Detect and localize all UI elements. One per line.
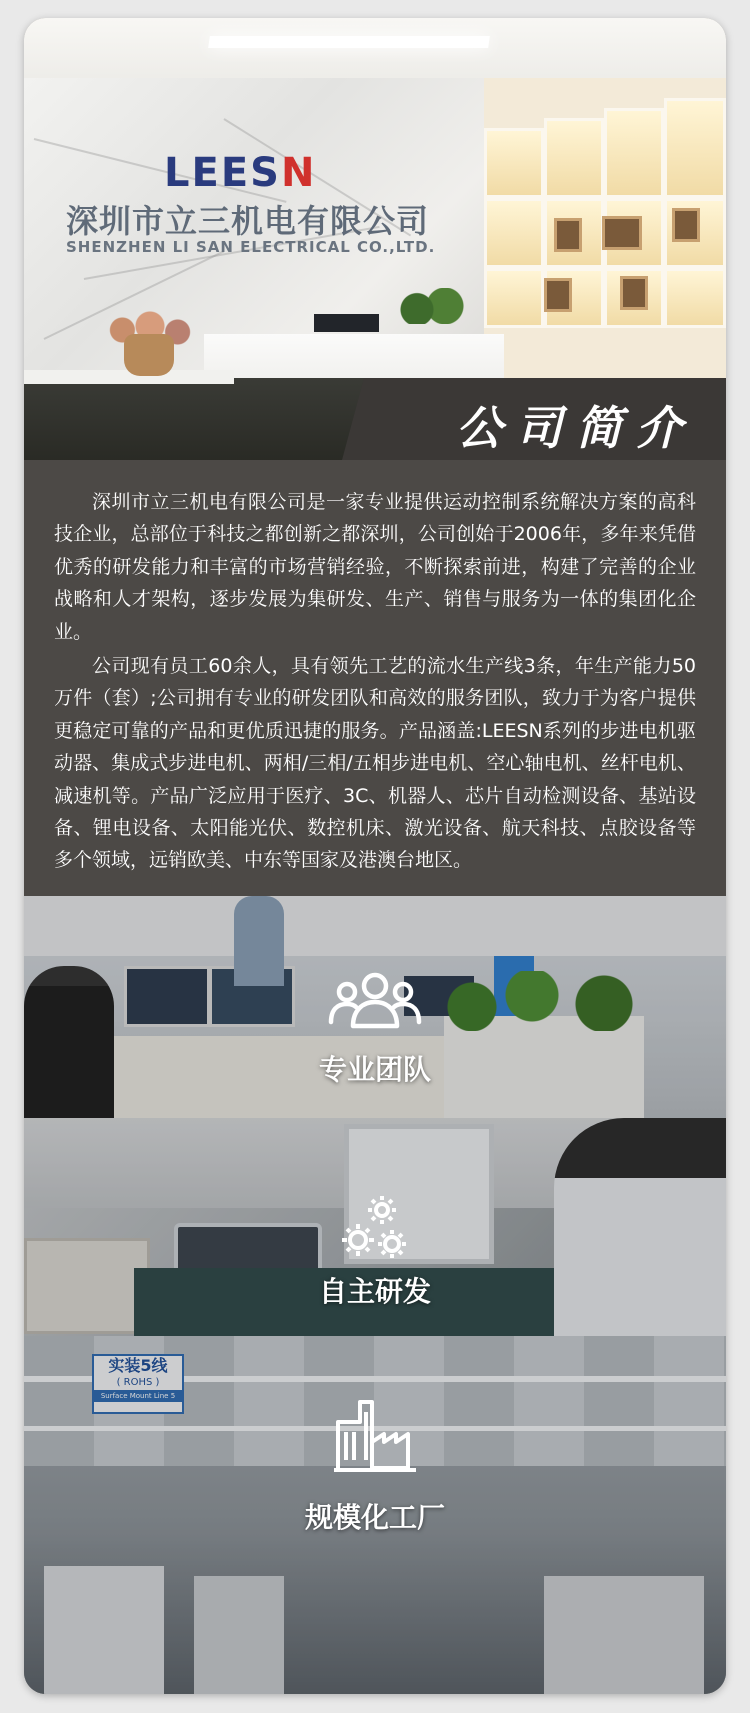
green-plant — [396, 288, 466, 324]
company-intro-panel — [24, 460, 726, 904]
factory-icon — [332, 1396, 418, 1474]
shelf-cell — [484, 198, 544, 268]
gears-icon — [338, 1194, 412, 1264]
desk-monitor — [314, 314, 379, 332]
company-profile-card — [24, 18, 726, 1694]
rd-section — [24, 1118, 726, 1336]
certificate-frame — [602, 216, 642, 250]
certificate-frame — [672, 208, 700, 242]
shelf-cell — [484, 268, 544, 328]
shelf-cell — [664, 98, 726, 198]
flower-pot — [124, 334, 174, 376]
brand-logo: LEESN — [164, 150, 317, 196]
feature-label-rd: 自主研发 — [318, 1275, 431, 1308]
team-icon — [327, 968, 423, 1034]
reception-photo — [24, 18, 726, 488]
brand-logo-accent: N — [280, 150, 317, 196]
shelf-cell — [604, 108, 664, 198]
company-name-en: SHENZHEN LI SAN ELECTRICAL CO.,LTD. — [66, 238, 436, 256]
ceiling-light — [208, 36, 490, 48]
shelf-cell — [544, 118, 604, 198]
line-sign-en: Surface Mount Line 5 — [94, 1390, 182, 1402]
company-name-cn: 深圳市立三机电有限公司 — [66, 202, 430, 240]
factory-section — [24, 1336, 726, 1694]
section-title: 公司简介 — [456, 401, 696, 455]
feature-label-factory: 规模化工厂 — [304, 1501, 445, 1534]
intro-paragraph-1: 深圳市立三机电有限公司是一家专业提供运动控制系统解决方案的高科技企业，总部位于科技之都创新之都深圳，公司创始于2006年，多年来凭借优秀的研发能力和丰富的市场营销经验，不断探索前进，构建了完善的企业战略和人才架构，逐步发展为集研发、生产、销售与服务为一体的集团化企业。 — [54, 491, 696, 643]
team-section — [24, 896, 726, 1118]
shelf-cell — [484, 128, 544, 198]
line-sign-rohs: ( ROHS ) — [116, 1377, 160, 1388]
certificate-frame — [554, 218, 582, 252]
section-title-band — [364, 378, 726, 460]
shelf-cell — [664, 268, 726, 328]
certificate-frame — [620, 276, 648, 310]
feature-label-team: 专业团队 — [318, 1053, 431, 1086]
certificate-frame — [544, 278, 572, 312]
line-sign-title: 实装5线 — [108, 1356, 168, 1375]
intro-paragraph-2: 公司现有员工60余人，具有领先工艺的流水生产线3条，年生产能力50万件（套）;公司拥有专业的研发团队和高效的服务团队，致力于为客户提供更稳定可靠的产品和更优质迅捷的服务。产品涵盖:LEESN系列的步进电机驱动器、集成式步进电机、两相/三相/五相步进电机、空心轴电机、丝杆电机、减速机等。产品广泛应用于医疗、3C、机器人、芯片自动检测设备、基站设备、锂电设备、太阳能光伏、数控机床、激光设备、航天科技、点胶设备等多个领域，远销欧美、中东等国家及港澳台地区。 — [54, 655, 696, 872]
display-shelf — [484, 78, 726, 408]
